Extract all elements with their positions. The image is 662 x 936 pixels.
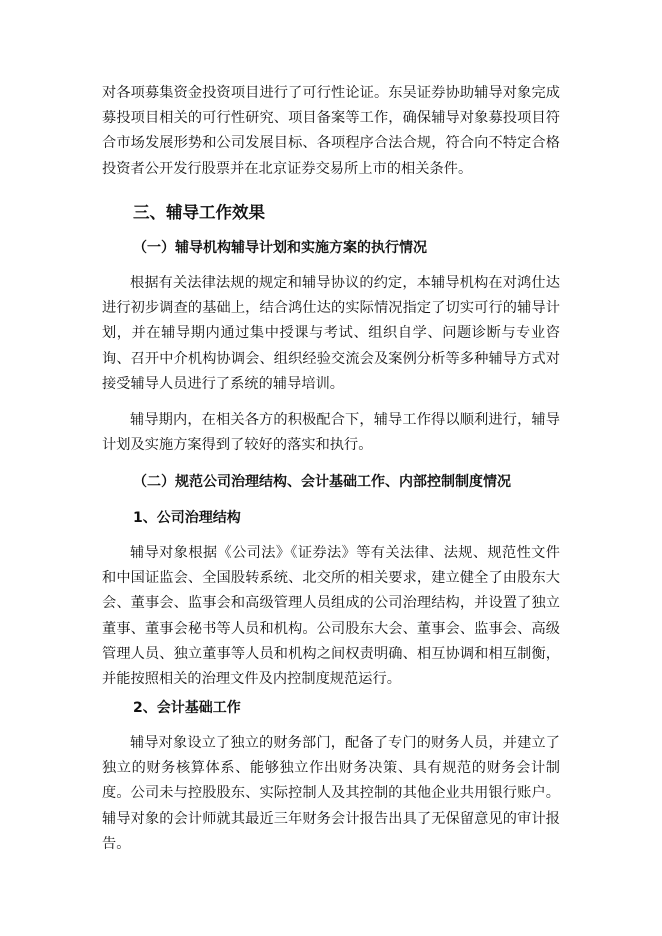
intro-paragraph: 对各项募集资金投资项目进行了可行性论证。东吴证券协助辅导对象完成募投项目相关的可行性研究、项目备案等工作，确保辅导对象募投项目符合市场发展形势和公司发展目标、各项程序合法合规，符合向不特定合格投资者公开发行股票并在北京证券交易所上市的相关条件。 bbox=[102, 85, 560, 177]
item-1-paragraph: 辅导对象根据《公司法》《证券法》等有关法律、法规、规范性文件和中国证监会、全国股转系统、北交所的相关要求，建立健全了由股东大会、董事会、监事会和高级管理人员组成的公司治理结构，并设置了独立董事、董事会秘书等人员和机构。公司股东大会、董事会、监事会、高级管理人员、独立董事等人员和机构之间权责明确、相互协调和相互制衡，并能按照相关的治理文件及内控制度规范运行。 bbox=[102, 545, 560, 688]
subsection-1-paragraph-1: 根据有关法律法规的规定和辅导协议的约定，本辅导机构在对鸿仕达进行初步调查的基础上，结合鸿仕达的实际情况指定了切实可行的辅导计划，并在辅导期内通过集中授课与考试、组织自学、问题诊断与专业咨询、召开中介机构协调会、组织经验交流会及案例分析等多种辅导方式对接受辅导人员进行了系统的辅导培训。 bbox=[102, 275, 560, 392]
item-2-heading: 2、会计基础工作 bbox=[133, 700, 241, 716]
subsection-1-paragraph-2: 辅导期内，在相关各方的积极配合下，辅导工作得以顺利进行，辅导计划及实施方案得到了较好的落实和执行。 bbox=[102, 412, 560, 454]
item-1-heading: 1、公司治理结构 bbox=[133, 510, 241, 526]
item-2-paragraph: 辅导对象设立了独立的财务部门，配备了专门的财务人员，并建立了独立的财务核算体系、能够独立作出财务决策、具有规范的财务会计制度。公司未与控股股东、实际控制人及其控制的其他企业共用银行账户。辅导对象的会计师就其最近三年财务会计报告出具了无保留意见的审计报告。 bbox=[102, 735, 560, 852]
section-3-heading: 三、辅导工作效果 bbox=[133, 203, 265, 222]
subsection-1-heading: （一）辅导机构辅导计划和实施方案的执行情况 bbox=[133, 240, 427, 256]
subsection-2-heading: （二）规范公司治理结构、会计基础工作、内部控制制度情况 bbox=[133, 474, 511, 490]
